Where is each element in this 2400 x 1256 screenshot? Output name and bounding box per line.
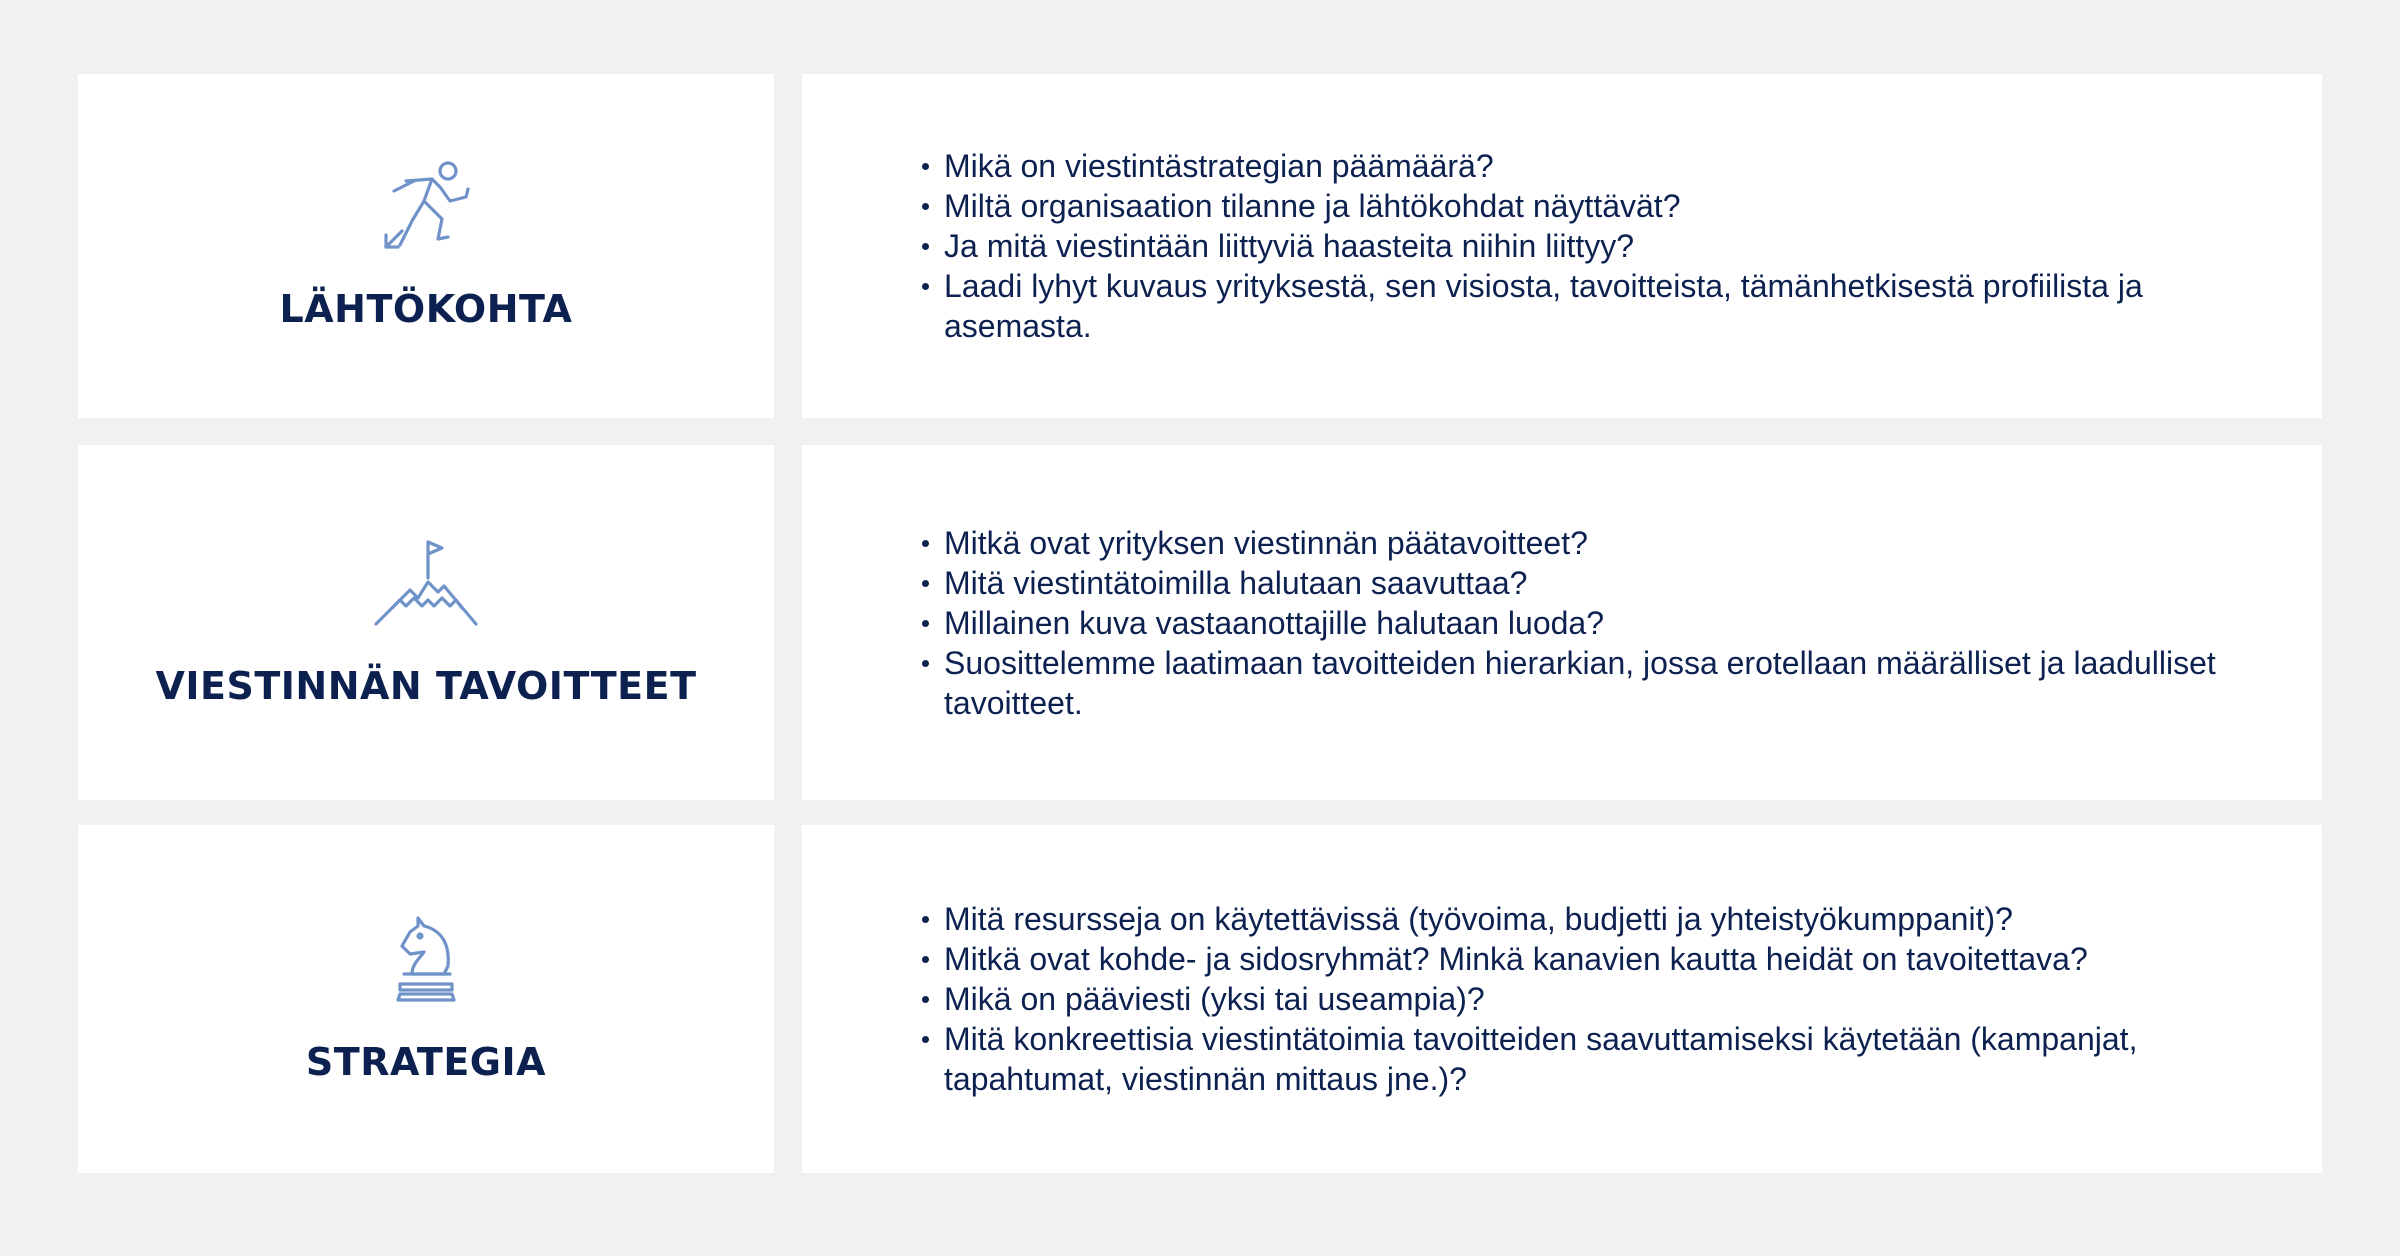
list-item: Mitä konkreettisia viestintätoimia tavoitteiden saavuttamiseksi käytetään (kampanjat, tapahtumat, viestinnän mittaus jne.)? — [944, 1019, 2244, 1099]
list-item: Ja mitä viestintään liittyviä haasteita niihin liittyy? — [944, 226, 2244, 266]
section-lahtokohta — [78, 74, 2322, 418]
list-item: Millainen kuva vastaanottajille halutaan luoda? — [944, 603, 2244, 643]
chess-knight-icon — [390, 914, 462, 1006]
section-viestinnan-tavoitteet — [78, 445, 2322, 800]
bullet-list — [802, 523, 2244, 723]
list-item: Mitä viestintätoimilla halutaan saavuttaa? — [944, 563, 2244, 603]
list-item: Laadi lyhyt kuvaus yrityksestä, sen visiosta, tavoitteista, tämänhetkisestä profiilista ja asemasta. — [944, 266, 2244, 346]
section-content-card — [802, 74, 2322, 418]
list-item: Mitkä ovat kohde- ja sidosryhmät? Minkä kanavien kautta heidät on tavoitettava? — [944, 939, 2244, 979]
mountain-flag-icon — [374, 538, 478, 630]
section-strategia — [78, 825, 2322, 1173]
section-content-card — [802, 445, 2322, 800]
section-title-card — [78, 825, 774, 1173]
section-heading: VIESTINNÄN TAVOITTEET — [155, 663, 697, 708]
list-item: Mitkä ovat yrityksen viestinnän päätavoitteet? — [944, 523, 2244, 563]
bullet-list — [802, 146, 2244, 346]
section-title-card — [78, 74, 774, 418]
list-item: Miltä organisaation tilanne ja lähtökohdat näyttävät? — [944, 186, 2244, 226]
section-content-card — [802, 825, 2322, 1173]
section-title-card — [78, 445, 774, 800]
list-item: Mitä resursseja on käytettävissä (työvoima, budjetti ja yhteistyökumppanit)? — [944, 899, 2244, 939]
list-item: Mikä on viestintästrategian päämäärä? — [944, 146, 2244, 186]
list-item: Mikä on pääviesti (yksi tai useampia)? — [944, 979, 2244, 1019]
running-person-icon — [380, 161, 472, 253]
list-item: Suosittelemme laatimaan tavoitteiden hierarkian, jossa erotellaan määrälliset ja laadulliset tavoitteet. — [944, 643, 2244, 723]
section-heading: LÄHTÖKOHTA — [279, 287, 573, 331]
bullet-list — [802, 899, 2244, 1099]
section-heading: STRATEGIA — [305, 1040, 547, 1084]
